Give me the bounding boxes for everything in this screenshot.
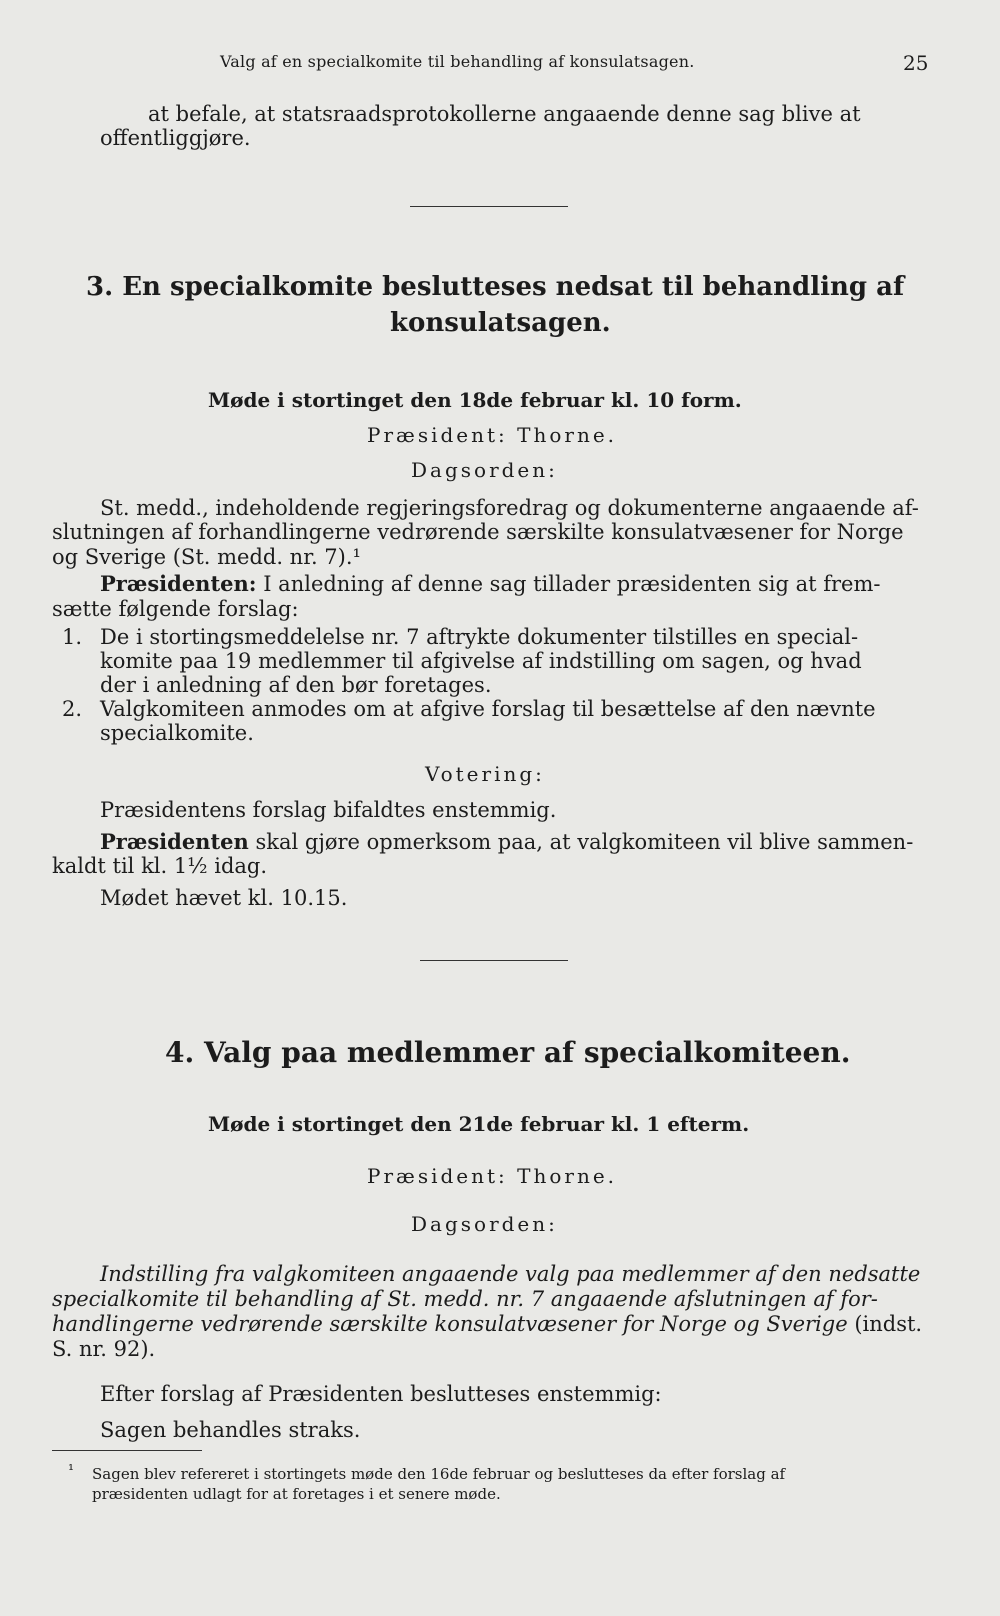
section-divider bbox=[410, 206, 568, 207]
item-1-line-2: komite paa 19 medlemmer til afgivelse af indstilling om sagen, og hvad bbox=[100, 649, 862, 673]
proposal-speaker: Præsidenten: bbox=[100, 571, 257, 596]
section-3-agenda-line-2: slutningen af forhandlingerne vedrørende særskilte konsulatvæsener for Norge bbox=[52, 520, 904, 544]
running-header-title: Valg af en specialkomite til behandling af konsulatsagen. bbox=[220, 52, 695, 71]
section-divider-2 bbox=[420, 960, 568, 961]
notice-line-1 bbox=[100, 830, 913, 854]
footnote-marker: ¹ bbox=[68, 1461, 75, 1479]
item-2-line-2: specialkomite. bbox=[100, 721, 254, 745]
section-4-agenda-line-3-rest: (indst. bbox=[847, 1312, 923, 1336]
footnote-line-2: præsidenten udlagt for at foretages i et senere møde. bbox=[92, 1485, 501, 1503]
item-1-number: 1. bbox=[62, 625, 83, 649]
section-4-agenda-line-3 bbox=[52, 1312, 922, 1336]
section-3-meeting: Møde i stortinget den 18de februar kl. 10 form. bbox=[208, 388, 742, 412]
intro-line-1: at befale, at statsraadsprotokollerne angaaende denne sag blive at bbox=[148, 102, 861, 126]
notice-line-2: kaldt til kl. 1½ idag. bbox=[52, 854, 268, 878]
section-3-agenda-line-3: og Sverige (St. medd. nr. 7).¹ bbox=[52, 545, 361, 569]
vote-label: Votering: bbox=[425, 762, 545, 786]
section-3-president: Præsident: Thorne. bbox=[367, 423, 618, 447]
section-3-heading-line-1: 3. En specialkomite beslutteses nedsat til behandling af bbox=[86, 272, 905, 302]
section-4-result: Sagen behandles straks. bbox=[100, 1418, 361, 1442]
item-2-number: 2. bbox=[62, 697, 83, 721]
section-4-agenda-line-4: S. nr. 92). bbox=[52, 1337, 156, 1361]
footnote-line-1: Sagen blev refereret i stortingets møde den 16de februar og beslutteses da efter forslag af bbox=[92, 1465, 786, 1483]
section-3-heading-line-2: konsulatsagen. bbox=[390, 308, 611, 338]
section-3-agenda-line-1: St. medd., indeholdende regjeringsforedrag og dokumenterne angaaende af- bbox=[100, 496, 919, 520]
section-4-agenda-line-1: Indstilling fra valgkomiteen angaaende valg paa medlemmer af den nedsatte bbox=[100, 1262, 921, 1286]
section-4-agenda-line-2: specialkomite til behandling af St. medd. nr. 7 angaaende afslutningen af for- bbox=[52, 1287, 878, 1311]
proposal-line-2: sætte følgende forslag: bbox=[52, 597, 299, 621]
proposal-text: I anledning af denne sag tillader præsidenten sig at frem- bbox=[256, 572, 881, 596]
section-4-meeting: Møde i stortinget den 21de februar kl. 1 efterm. bbox=[208, 1112, 750, 1136]
intro-line-2: offentliggjøre. bbox=[100, 126, 251, 150]
section-4-president: Præsident: Thorne. bbox=[367, 1164, 618, 1188]
section-4-decision: Efter forslag af Præsidenten beslutteses enstemmig: bbox=[100, 1382, 662, 1406]
page-number: 25 bbox=[903, 51, 929, 75]
section-4-agenda-label: Dagsorden: bbox=[411, 1212, 558, 1236]
meeting-adjourned: Mødet hævet kl. 10.15. bbox=[100, 886, 348, 910]
section-4-heading: 4. Valg paa medlemmer af specialkomiteen. bbox=[165, 1036, 851, 1069]
item-1-line-3: der i anledning af den bør foretages. bbox=[100, 673, 492, 697]
section-3-agenda-label: Dagsorden: bbox=[411, 458, 558, 482]
proposal-line-1 bbox=[100, 572, 880, 596]
item-2-line-1: Valgkomiteen anmodes om at afgive forslag til besættelse af den nævnte bbox=[100, 697, 876, 721]
section-4-agenda-line-3-italic: handlingerne vedrørende særskilte konsulatvæsener for Norge og Sverige bbox=[52, 1312, 848, 1336]
notice-speaker: Præsidenten bbox=[100, 829, 249, 854]
vote-result: Præsidentens forslag bifaldtes enstemmig. bbox=[100, 798, 557, 822]
item-1-line-1: De i stortingsmeddelelse nr. 7 aftrykte dokumenter tilstilles en special- bbox=[100, 625, 859, 649]
footnote-rule bbox=[52, 1450, 202, 1451]
notice-text: skal gjøre opmerksom paa, at valgkomiteen vil blive sammen- bbox=[248, 830, 914, 854]
